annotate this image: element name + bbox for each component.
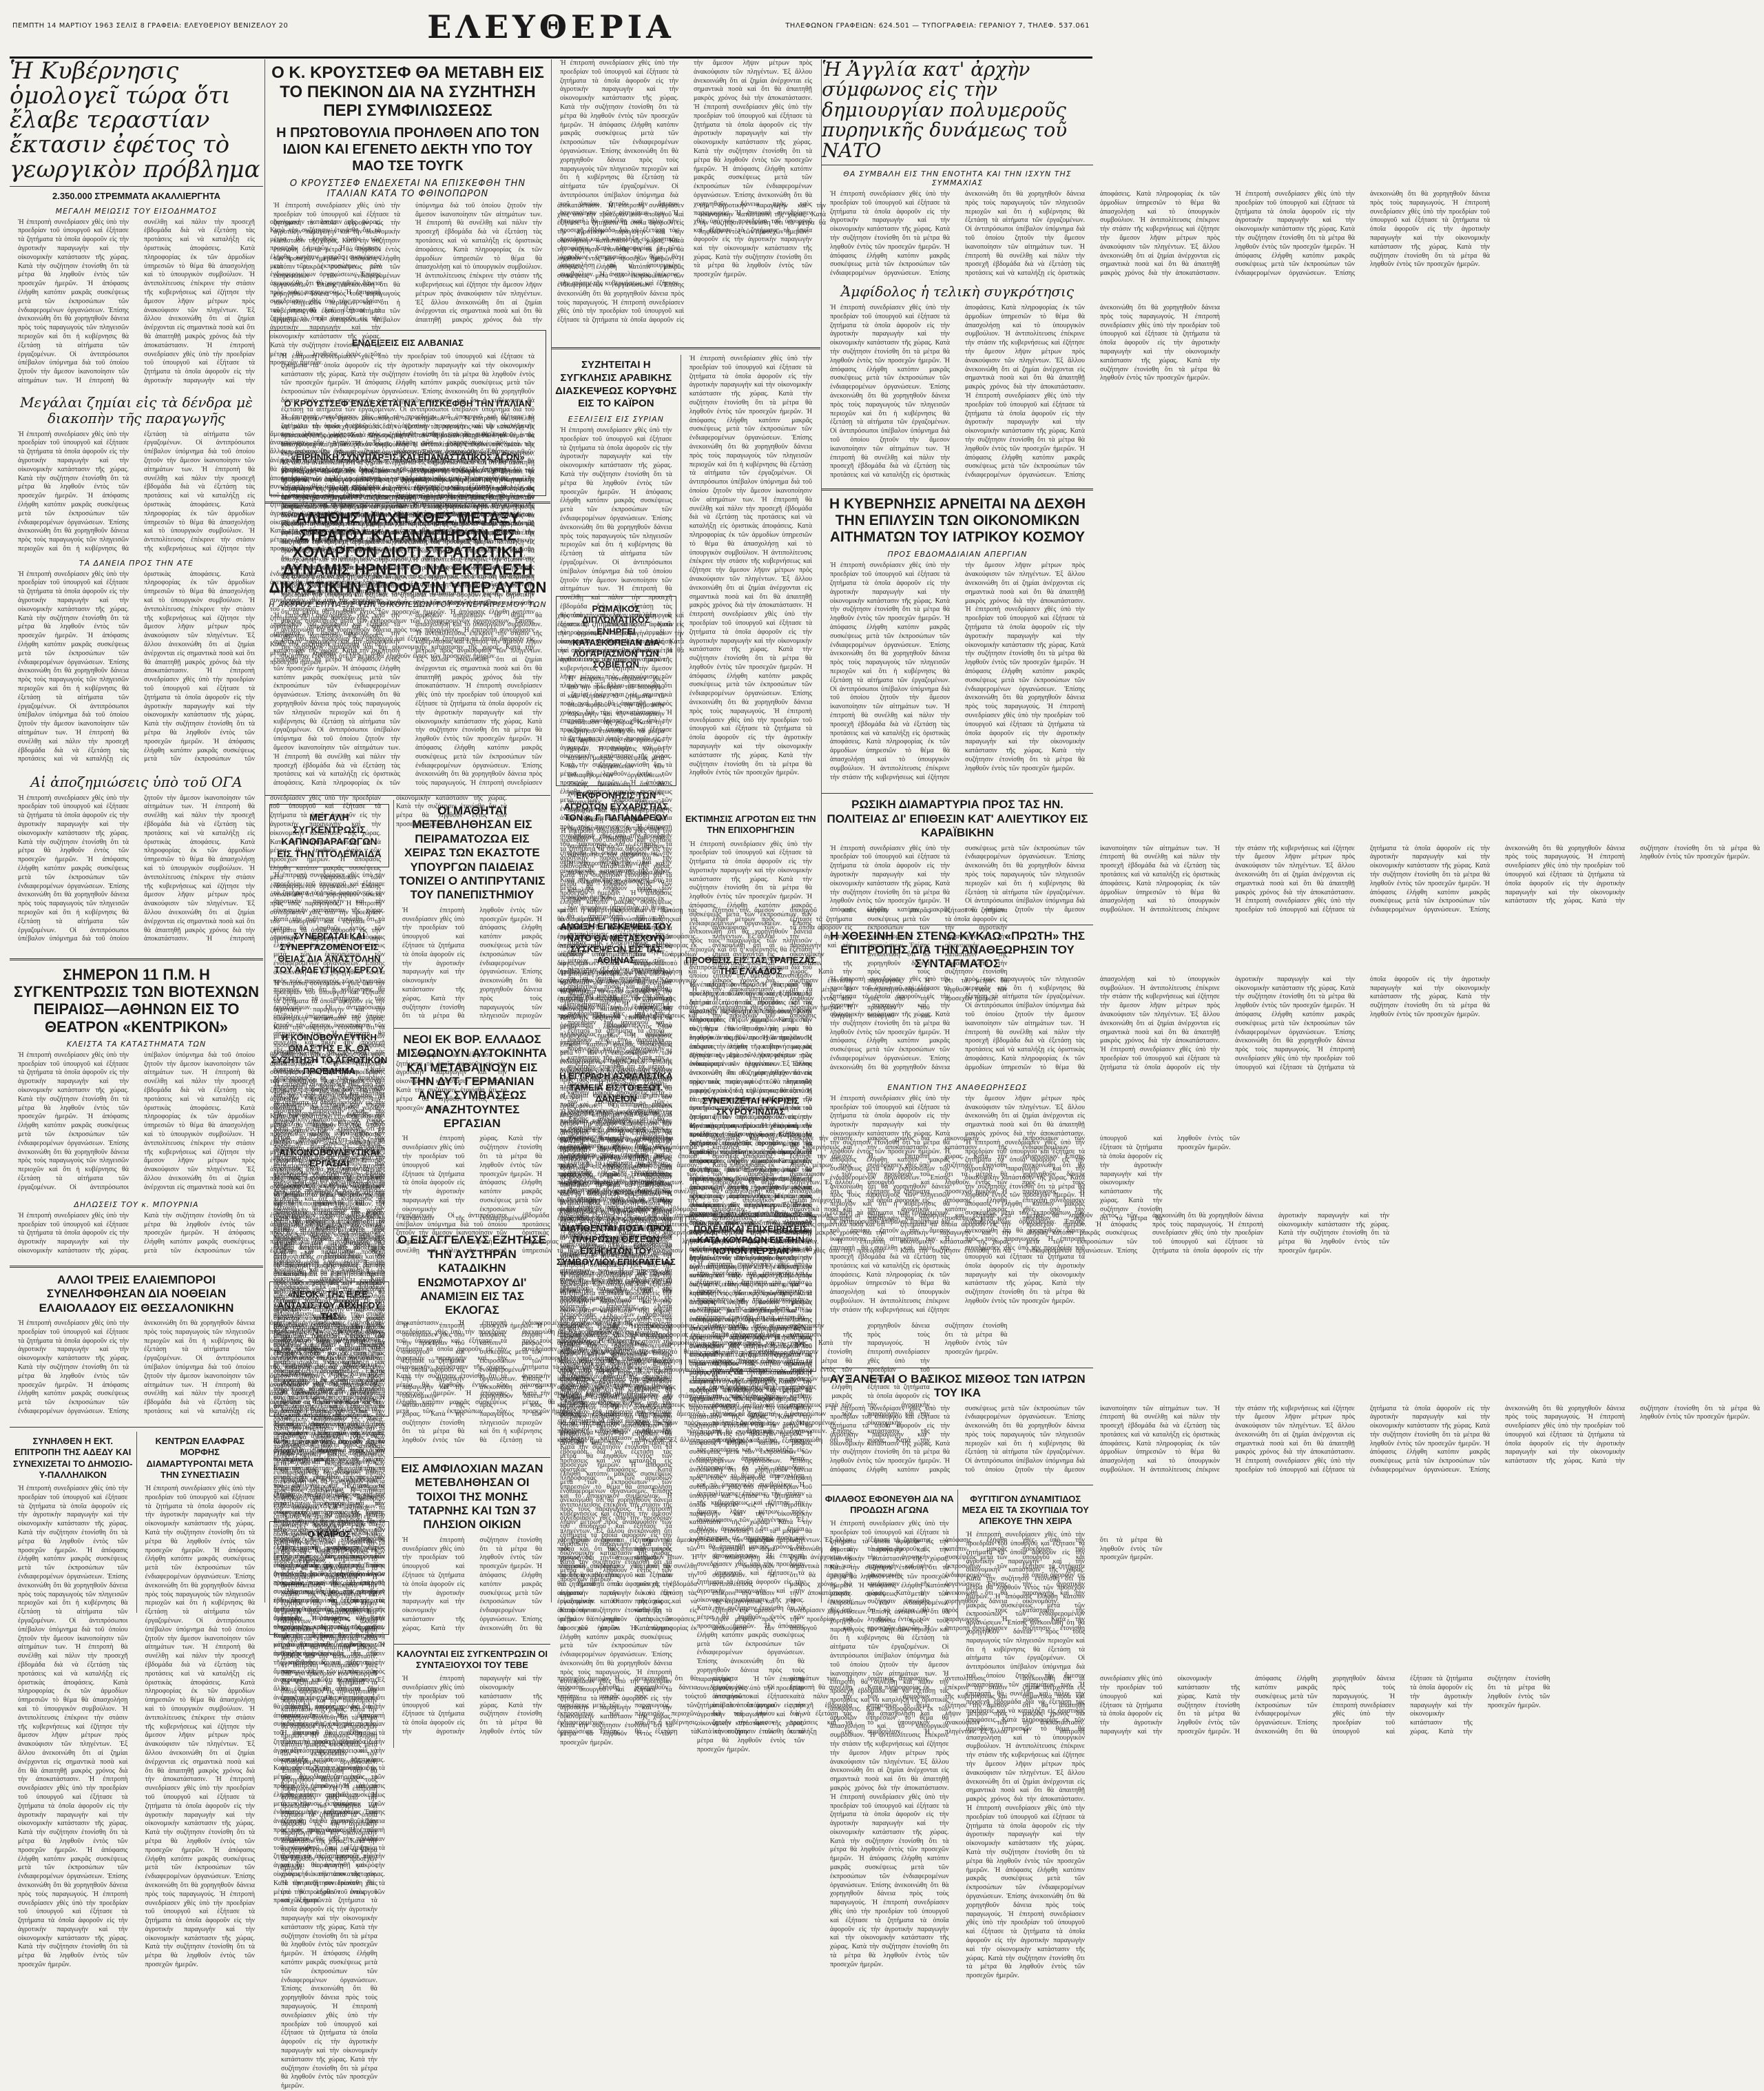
- article-body: [826, 1520, 953, 1603]
- headline-kentrikon: ΣΗΜΕΡΟΝ 11 Π.Μ. Η ΣΥΓΚΕΝΤΡΩΣΙΣ ΤΩΝ ΒΙΟΤΕΧΝΩΝ ΠΕΙΡΑΙΩΣ—ΑΘΗΝΩΝ ΕΙΣ ΤΟ ΘΕΑΤΡΟΝ «ΚΕΝΤΡΙΚΟΝ»: [14, 965, 259, 1036]
- article-body: [398, 1675, 546, 1744]
- subheadline: Η ΠΡΩΤΟΒΟΥΛΙΑ ΠΡΟΗΛΘΕΝ ΑΠΟ ΤΟΝ ΙΔΙΟΝ ΚΑΙ ΕΓΕΝΕΤΟ ΔΕΚΤΗ ΥΠΟ ΤΟΥ ΜΑΟ ΤΣΕ ΤΟΥΓΚ: [276, 125, 539, 174]
- column-2: [264, 59, 550, 1671]
- article-body: [14, 1485, 132, 1609]
- article-body: [556, 827, 676, 917]
- column-1: [10, 59, 263, 1603]
- article-body: [398, 1536, 546, 1640]
- article-body: [962, 1531, 1090, 1614]
- article-body: [398, 1135, 546, 1224]
- headline-cholargos: ΑΛΗΘΗΣ ΜΑΧΗ ΧΘΕΣ ΜΕΤΑΞΥ ΣΤΡΑΤΟΥ ΚΑΙ ΑΝΑΠΗΡΩΝ ΕΙΣ ΧΟΛΑΡΓΟΝ ΔΙΟΤΙ ΣΤΡΑΤΙΩΤΙΚΗ ΔΥΝΑΜΙΣ ΗΡΝΕΙΤΟ ΝΑ ΕΚΤΕΛΕΣΗ ΔΙΚΑΣΤΙΚΗΝ ΑΠΟΦΑΣΙΝ ΥΠΕΡ ΑΥΤΩΝ: [269, 508, 547, 596]
- headline-oga: Αἱ ἀποζημιώσεις ὑπὸ τοῦ ΟΓΑ: [30, 773, 242, 790]
- article-body: [556, 426, 676, 592]
- headline-ika: ΑΥΞΑΝΕΤΑΙ Ο ΒΑΣΙΚΟΣ ΜΙΣΘΟΣ ΤΩΝ ΙΑΤΡΩΝ ΤΟΥ ΙΚΑ: [829, 1372, 1086, 1400]
- article-body: [826, 976, 1089, 1079]
- article-body: [14, 794, 259, 953]
- article-body: [556, 1109, 676, 1219]
- lead-headline-agriculture: Ἡ Κυβέρνησις ὁμολογεῖ τώρα ὅτι ἔλαβε τεραστίαν ἔκτασιν ἐφέτος τὸ γεωργικὸν πρόβλημα: [10, 57, 260, 183]
- headline-weather: Ο ΚΑΙΡΟΣ: [307, 1529, 351, 1540]
- article-body: [14, 1051, 259, 1196]
- lead-headline-khrushchev: Ο Κ. ΚΡΟΥΣΤΣΕΦ ΘΑ ΜΕΤΑΒΗ ΕΙΣ ΤΟ ΠΕΚΙΝΟΝ ΔΙΑ ΝΑ ΣΥΖΗΤΗΣΗ ΠΕΡΙ ΣΥΜΦΙΛΙΩΣΕΩΣ: [271, 63, 544, 121]
- masthead-phone-line: ΤΗΛΕΦΩΝΟΝ ΓΡΑΦΕΙΩΝ: 624.501 — ΤΥΠΟΓΡΑΦΕΙΑ: ΓΕΡΑΝΙΟΥ 7, ΤΗΛΕΦ. 537.061: [785, 22, 1090, 30]
- article-body: [269, 202, 546, 326]
- article-body: [693, 1261, 809, 1364]
- article-body: [269, 1174, 389, 1277]
- article-body: [398, 1322, 546, 1453]
- headline-doctors: Η ΚΥΒΕΡΝΗΣΙΣ ΑΡΝΕΙΤΑΙ ΝΑ ΔΕΧΘΗ ΤΗΝ ΕΠΙΛΥΣΙΝ ΤΩΝ ΟΙΚΟΝΟΜΙΚΩΝ ΑΙΤΗΜΑΤΩΝ ΤΟΥ ΙΑΤΡΙΚΟΥ ΚΟΣΜΟΥ: [829, 495, 1086, 546]
- headline-papandreou: ΕΚΦΡΟΝΗΣΙΣ ΤΩΝ ΑΓΡΟΤΩΝ ΕΥΧΑΡΙΣΤΙΑΣ ΤΟΝ κ. Γ. ΠΑΠΑΝΔΡΕΟΥ: [563, 790, 669, 823]
- subheadline: ΚΛΕΙΣΤΑ ΤΑ ΚΑΤΑΣΤΗΜΑΤΑ ΤΩΝ: [66, 1039, 207, 1049]
- headline-constitution: Η ΧΘΕΣΙΝΗ ΕΝ ΣΤΕΝΩ ΚΥΚΛΩ «ΠΡΩΤΗ» ΤΗΣ ΕΠΙΤΡΟΠΗΣ ΔΙΑ ΤΗΝ ΑΝΑΘΕΩΡΗΣΙΝ ΤΟΥ ΣΥΝΤΑΓΜΑΤΟΣ: [830, 929, 1085, 971]
- article-body: [685, 1122, 816, 1212]
- inset-box: [269, 1281, 389, 1417]
- headline-kentron: ΚΕΝΤΡΩΝ ΕΛΑΦΡΑΣ ΜΟΡΦΗΣ ΔΙΑΜΑΡΤΥΡΟΝΤΑΙ ΜΕΤΑ ΤΗΝ ΣΥΝΕΣΤΙΑΣΙΝ: [146, 1436, 253, 1480]
- article-body: [269, 980, 389, 1028]
- article-body: [826, 1405, 1089, 1481]
- article-body: [556, 1272, 676, 1410]
- subheadline: ΑΙ ΚΟΙΝΟΒΟΥΛΕΥΤΙΚΑΙ ΕΡΓΑΣΙΑΙ: [279, 1147, 380, 1169]
- subheadline: ΕΞΕΛΙΞΕΙΣ ΕΙΣ ΣΥΡΙΑΝ: [568, 415, 664, 424]
- article-body: [685, 841, 816, 951]
- headline-arab-summit: ΣΥΖΗΤΕΙΤΑΙ Η ΣΥΓΚΛΗΣΙΣ ΑΡΑΒΙΚΗΣ ΔΙΑΣΚΕΨΕΩΣ ΚΟΡΥΦΗΣ ΕΙΣ ΤΟ ΚΑΪΡΟΝ: [555, 359, 677, 410]
- subheadline: ΣΥΝΕΡΓΑΤΑΙ ΚΑΙ ΣΥΝΕΡΓΑΖΟΜΕΝΟΙ ΕΙΣ ΘΕΙΑΣ ΔΙΑ ΑΝΑΣΤΟΛΗΝ ΤΟΥ ΑΡΔΕΥΤΙΚΟΥ ΕΡΓΟΥ: [274, 931, 384, 975]
- newspaper-page: [0, 0, 1102, 1671]
- column-4: [821, 59, 1093, 1603]
- inset-box: [685, 1216, 816, 1372]
- subheadline: Η ΑΚΥΡΟΣ ΕΠΙΤΑΞΙΣ ΤΩΝ ΟΙΚΟΠΕΔΩΝ ΤΟΥ ΣΥΝΕΤΑΙΡΙΣΜΟΥ ΤΩΝ: [269, 600, 547, 610]
- subheadline: 2.350.000 ΣΤΡΕΜΜΑΤΑ ΑΚΑΛΛΙΕΡΓΗΤΑ: [52, 191, 221, 202]
- subheadline: ΤΑ ΔΑΝΕΙΑ ΠΡΟΣ ΤΗΝ ΑΤΕ: [79, 558, 194, 568]
- article-body: [826, 1095, 1089, 1363]
- headline-prosecutor: Ο ΕΙΣΑΓΓΕΛΕΥΣ ΕΖΗΤΗΣΕ ΤΗΝ ΑΥΣΤΗΡΑΝ ΚΑΤΑΔΙΚΗΝ ΕΝΩΜΟΤΑΡΧΟΥ ΔΙ' ΑΝΑΜΙΞΙΝ ΕΙΣ ΤΑΣ ΕΚΛΟΓΑΣ: [397, 1233, 547, 1317]
- article-body: [277, 1545, 382, 1627]
- newspaper-title: ΕΛΕΥΘΕΡΙΑ: [427, 8, 675, 45]
- headline-council: ΔΙΑΤΙΘΕΝΤΑΙ ΠΟΣΑ ΠΡΟΣ ΠΛΗΡΩΣΙΝ ΘΕΣΕΩΝ ΕΙΣΗΓΗΤΩΝ ΤΟΥ ΣΥΜΒΟΥΛΙΟΥ ΕΠΙΚΡΑΤΕΙΑΣ: [556, 1223, 676, 1267]
- headline-ptolemaida: ΜΕΓΑΛΗ ΣΥΓΚΕΝΤΡΩΣΙΣ ΚΑΠΝΟΠΑΡΑΓΩΓΩΝ ΕΙΣ ΤΗΝ ΠΤΟΛΕΜΑΪΔΑ: [277, 812, 382, 859]
- headline-adedy: ΣΥΝΗΛΘΕΝ Η ΕΚΤ. ΕΠΙΤΡΟΠΗ ΤΗΣ ΑΔΕΔΥ ΚΑΙ ΣΥΝΕΧΙΖΕΤΑΙ ΤΟ ΔΗΜΟΣΙΟ-Υ-ΠΑΛΛΗΛΙΚΟΝ: [13, 1436, 133, 1480]
- subheadline: Η ΚΟΙΝΟΒΟΥΛΕΥΤΙΚΗ ΟΜΑΣ ΤΗΣ Ε.Κ. ΘΑ ΣΥΖΗΤΗΣΗ ΤΟ ΑΓΡΟΤΙΚΟΝ ΠΡΟΒΛΗΜΑ: [271, 1032, 388, 1076]
- headline-kurds: ΠΟΛΕΜΙΚΑΙ ΕΠΙΧΕΙΡΗΣΕΙΣ ΚΑΤΑ ΚΟΥΡΔΩΝ ΕΙΣ ΤΗΝ ΝΟΤΙΟΝ ΠΕΡΣΙΑΝ: [694, 1223, 808, 1256]
- subheadline: ΔΗΛΩΣΕΙΣ ΤΟΥ κ. ΜΠΟΥΡΝΙΑ: [74, 1199, 199, 1209]
- headline-roman-diplomat: ΡΩΜΑΙΚΟΣ ΔΙΠΛΩΜΑΤΙΚΟΣ ΕΝΗΡΓΕΙ ΚΑΤΑΣΚΟΠΕΙΑΝ ΔΙΑ ΛΟΓΑΡΙΑΣΜΟΝ ΤΩΝ ΣΟΒΙΕΤΩΝ: [572, 604, 660, 670]
- headline-ere: «ΝΕΟΚ» ΤΗΣ Ε.Ρ.Ε. ΑΝΤΑΣΙΣ ΤΟΥ ΑΡΧΗΓΟΥ ΤΗΣ: [278, 1288, 381, 1322]
- columns: [10, 57, 1092, 1671]
- headline-trees: Μεγάλαι ζημίαι εἰς τὰ δένδρα μὲ διακοπὴν τῆς παραγωγῆς: [20, 393, 253, 426]
- subheadline: ΕΝΑΝΤΙΟΝ ΤΗΣ ΑΝΑΘΕΩΡΗΣΕΩΣ: [887, 1082, 1028, 1092]
- article-body: [563, 675, 669, 779]
- headline-nato-visits: ΑΝΟΙΞΗ ΕΠΙΣΚΕΨΕΙΣ ΤΟΥ ΝΑΤΟ ΘΑ ΜΕΤΑΣΧΟΥΝ ΣΥΣΚΕΨΕΩΝ ΕΙΣ ΤΑΣ ΑΘΗΝΑΣ: [560, 921, 672, 965]
- article-body: [14, 1212, 259, 1260]
- headline-russian-protest: ΡΩΣΙΚΗ ΔΙΑΜΑΡΤΥΡΙΑ ΠΡΟΣ ΤΑΣ ΗΝ. ΠΟΛΙΤΕΙΑΣ ΔΙ' ΕΠΙΘΕΣΙΝ ΚΑΤ' ΑΛΙΕΥΤΙΚΟΥ ΕΙΣ ΚΑΡΑΪΒΙΚΗΝ: [827, 798, 1088, 840]
- headline-loan: Η ΕΓΓΡΑΦΗ ΑΣΦΑΛΙΣΤΙΚΑ ΤΑΜΕΙΑ ΕΙΣ ΤΟ ΕΞΩΤ. ΔΑΝΕΙΟΝ: [559, 1071, 673, 1104]
- headline-farmers: ΕΚΤΙΜΗΣΙΣ ΑΓΡΟΤΩΝ ΕΙΣ ΤΗΝ ΤΗΝ ΕΠΙΧΟΡΗΓΗΣΙΝ: [685, 814, 816, 836]
- headline-crisis: ΣΥΝΕΧΙΖΕΤΑΙ Η ΚΡΙΣΙΣ ΣΚΥΡΟΥ-ΙΝΔΙΑΣ: [702, 1095, 800, 1117]
- masthead: [10, 7, 1092, 59]
- article-body: [277, 1326, 382, 1409]
- article-body: [398, 907, 546, 1024]
- article-body: [826, 190, 1089, 280]
- article-body: [277, 468, 539, 488]
- lead-headline-nato: Ἡ Ἀγγλία κατ' ἀρχὴν σύμφωνος εἰς τὴν δημιουργίαν πολυμεροῦς πυρηνικῆς δυνάμεως τοῦ ΝΑΤΟ: [822, 58, 1068, 162]
- headline-students: ΟΙ ΜΑΘΗΤΑΙ ΜΕΤΕΒΛΗΘΗΣΑΝ ΕΙΣ ΠΕΙΡΑΜΑΤΟΖΩΑ ΕΙΣ ΧΕΙΡΑΣ ΤΩΝ ΕΚΑΣΤΟΤΕ ΥΠΟΥΡΓΩΝ ΠΑΙΔΕΙΑΣ ΤΟΝΙΖΕΙ Ο ΑΝΤΙΠΡΥΤΑΝΙΣ ΤΟΥ ΠΑΝΕΠΙΣΤΗΜΙΟΥ: [399, 804, 546, 902]
- article-body: [556, 970, 676, 1067]
- inset-heading: Ο ΚΡΟΥΣΤΣΕΦ ΕΝΔΕΧΕΤΑΙ ΝΑ ΕΠΙΣΚΕΦΘΗ ΤΗΝ ΙΤΑΛΙΑΝ: [284, 398, 532, 409]
- masthead-date-line: ΠΕΜΠΤΗ 14 ΜΑΡΤΙΟΥ 1963 ΣΕΛΙΣ 8 ΓΡΑΦΕΙΑ: ΕΛΕΥΘΕΡΙΟΥ ΒΕΝΙΖΕΛΟΥ 20: [12, 22, 289, 30]
- article-body: [685, 981, 816, 1091]
- article-body: [556, 59, 816, 342]
- article-body: [685, 355, 816, 810]
- inset-box: [269, 804, 389, 867]
- inset-heading: «ΕΙΡΗΝΙΚΗ ΣΥΝΥΠΑΡΞΙΣ ΚΑΙ ΕΠΑΝΑΣΤΑΤΙΚΟΣ ΑΓΩΝ»: [291, 452, 525, 463]
- article-body: [269, 872, 389, 927]
- inset-heading: ΕΝΔΕΙΞΕΙΣ ΕΙΣ ΑΛΒΑΝΙΑΣ: [352, 337, 464, 348]
- headline-monastery: ΕΙΣ ΑΜΦΙΛΟΧΙΑΝ ΜΑΖΑΝ ΜΕΤΕΒΛΗΘΗΣΑΝ ΟΙ ΤΟΙΧΟΙ ΤΗΣ ΜΟΝΗΣ ΤΑΤΑΡΝΗΣ ΚΑΙ ΤΩΝ 37 ΠΛΗΣΙΟΝ ΟΙΚΙΩΝ: [401, 1461, 543, 1532]
- article-body: [14, 218, 259, 391]
- article-body: [14, 431, 259, 555]
- subheadline: Ο ΚΡΟΥΣΤΣΕΦ ΕΝΔΕΧΕΤΑΙ ΝΑ ΕΠΙΣΚΕΦΘΗ ΤΗΝ ΙΤΑΛΙΑΝ ΚΑΤΑ ΤΟ ΦΘΙΝΟΠΩΡΟΝ: [289, 178, 526, 199]
- inset-box: [269, 330, 546, 496]
- subheadline: ΠΡΟΣ ΕΒΔΟΜΑΔΙΑΙΑΝ ΑΠΕΡΓΙΑΝ: [887, 550, 1028, 559]
- article-body: [826, 304, 1089, 483]
- article-body: [14, 1319, 259, 1423]
- subheadline: ΜΕΓΑΛΗ ΜΕΙΩΣΙΣ ΤΟΥ ΕΙΣΟΔΗΜΑΤΟΣ: [55, 206, 218, 216]
- headline-tebe: ΚΑΛΟΥΝΤΑΙ ΕΙΣ ΣΥΓΚΕΝΤΡΩΣΙΝ ΟΙ ΣΥΝΤΑΞΙΟΥΧΟΙ ΤΟΥ ΤΕΒΕ: [396, 1648, 548, 1671]
- headline-composition: Ἀμφίδολος ἡ τελικὴ συγκρότησις: [840, 282, 1075, 300]
- article-body: [14, 570, 259, 770]
- article-body: [269, 1421, 389, 1517]
- article-body: [277, 353, 539, 394]
- headline-banks: ΠΡΟΘΕΣΙΣ ΕΙΣ ΤΑΣ ΤΡΑΠΕΖΑΣ ΤΗΣ ΕΛΛΑΔΟΣ: [685, 954, 816, 976]
- headline-germany: ΝΕΟΙ ΕΚ ΒΟΡ. ΕΛΛΑΔΟΣ ΜΙΣΘΩΝΟΥΝ ΑΥΤΟΚΙΝΗΤΑ ΚΑΙ ΜΕΤΑΒΑΙΝΟΥΝ ΕΙΣ ΤΗΝ ΔΥΤ. ΓΕΡΜΑΝΙΑΝ ΑΝΕΥ ΣΥΜΒΑΣΕΩΣ ΑΝΑΖΗΤΟΥΝΤΕΣ ΕΡΓΑΣΙΑΝ: [397, 1032, 547, 1131]
- subheadline: ΘΑ ΣΥΜΒΑΛΗ ΕΙΣ ΤΗΝ ΕΝΟΤΗΤΑ ΚΑΙ ΤΗΝ ΙΣΧΥΝ ΤΗΣ ΣΥΜΜΑΧΙΑΣ: [843, 169, 1072, 187]
- article-body: [269, 1081, 389, 1143]
- article-body: [277, 413, 539, 448]
- headline-dynamite: ΦΥΓΙΤΙΓΟΝ ΔΥΝΑΜΙΤΙΔΟΣ ΜΕΣΑ ΕΙΣ ΤΑ ΣΚΟΥΠΙΔΙΑ ΤΟΥ ΑΠΕΚΟΥΕ ΤΗΝ ΧΕΙΡΑ: [962, 1493, 1089, 1526]
- headline-agona: ΦΙΛΑΘΟΣ ΕΦΟΝΕΥΘΗ ΔΙΑ ΝΑ ΠΡΟΔΩΣΗ ΑΓΩΝΑ: [824, 1493, 954, 1515]
- article-body: [826, 845, 1089, 920]
- article-body: [141, 1485, 260, 1609]
- column-3: [551, 59, 820, 1603]
- headline-olive-oil: ΑΛΛΟΙ ΤΡΕΙΣ ΕΛΑΙΕΜΠΟΡΟΙ ΣΥΝΕΛΗΦΘΗΣΑΝ ΔΙΑ ΝΟΘΕΙΑΝ ΕΛΑΙΟΛΑΔΟΥ ΕΙΣ ΘΕΣΣΑΛΟΝΙΚΗΝ: [39, 1273, 234, 1315]
- article-body: [826, 562, 1089, 789]
